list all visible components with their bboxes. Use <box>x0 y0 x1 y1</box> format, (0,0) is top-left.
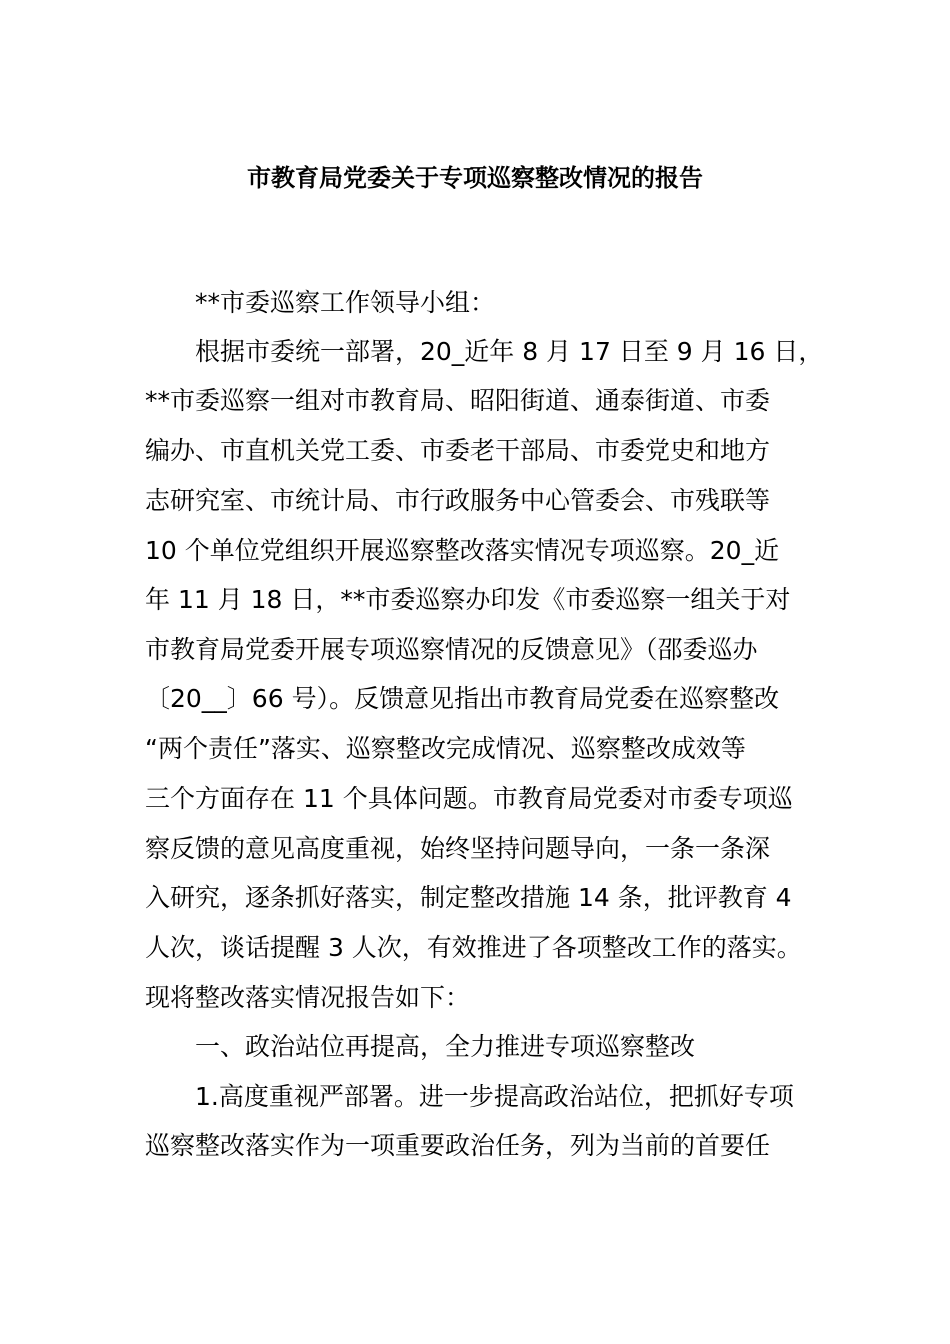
body-line: 根据市委统一部署，20_近年 8 月 17 日至 9 月 16 日， <box>195 337 824 366</box>
body-line: 年 11 月 18 日，**市委巡察办印发《市委巡察一组关于对 <box>145 585 791 614</box>
body-line: 人次，谈话提醒 3 人次，有效推进了各项整改工作的落实。 <box>145 933 802 962</box>
salutation: **市委巡察工作领导小组： <box>195 288 496 317</box>
section-heading: 一、政治站位再提高，全力推进专项巡察整改 <box>195 1032 696 1061</box>
body-line: 1.高度重视严部署。进一步提高政治站位，把抓好专项 <box>195 1082 794 1111</box>
body-line: 编办、市直机关党工委、市委老干部局、市委党史和地方 <box>145 436 771 465</box>
body-line: **市委巡察一组对市教育局、昭阳街道、通泰街道、市委 <box>145 386 771 415</box>
body-line: 入研究，逐条抓好落实，制定整改措施 14 条，批评教育 4 <box>145 883 792 912</box>
body-line: “两个责任”落实、巡察整改完成情况、巡察整改成效等 <box>145 734 746 763</box>
body-line: 现将整改落实情况报告如下： <box>145 983 471 1012</box>
body-line: 市教育局党委开展专项巡察情况的反馈意见》（邵委巡办 <box>145 635 758 664</box>
body-line: 志研究室、市统计局、市行政服务中心管委会、市残联等 <box>145 486 771 515</box>
body-line: 〔20__〕66 号）。反馈意见指出市教育局党委在巡察整改 <box>145 684 780 713</box>
body-line: 三个方面存在 11 个具体问题。市教育局党委对市委专项巡 <box>145 784 793 813</box>
document-title: 市教育局党委关于专项巡察整改情况的报告 <box>247 164 703 192</box>
body-line: 巡察整改落实作为一项重要政治任务，列为当前的首要任 <box>145 1131 771 1160</box>
body-line: 10 个单位党组织开展巡察整改落实情况专项巡察。20_近 <box>145 536 780 565</box>
body-line: 察反馈的意见高度重视，始终坚持问题导向，一条一条深 <box>145 834 771 863</box>
